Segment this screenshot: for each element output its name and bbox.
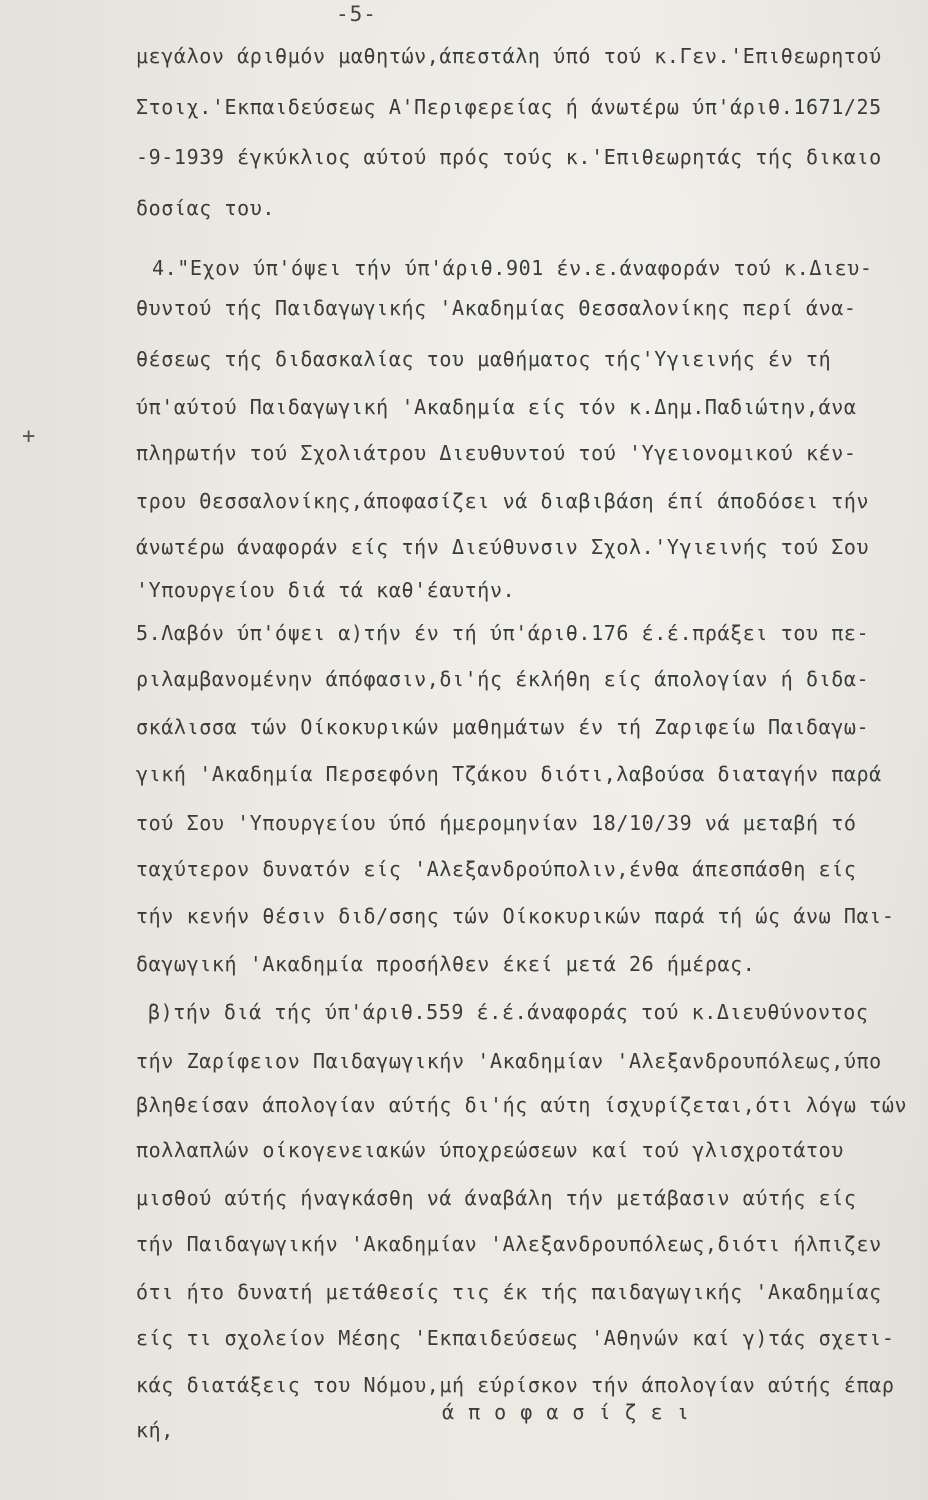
text-line: δαγωγική 'Ακαδημία προσήλθεν έκεί μετά 26 ήμέρας. [136, 952, 756, 976]
text-line: 5.Λαβόν ύπ'όψει α)τήν έν τή ύπ'άριθ.176 έ.έ.πράξει του πε- [136, 621, 870, 645]
text-line: κάς διατάξεις του Νόμου,μή εύρίσκον τήν άπολογίαν αύτής έπαρ [136, 1373, 895, 1397]
margin-mark: + [22, 424, 36, 449]
text-line: βληθείσαν άπολογίαν αύτής δι'ής αύτη ίσχυρίζεται,ότι λόγω τών [136, 1093, 908, 1117]
text-line: θέσεως τής διδασκαλίας του μαθήματος τής'Υγιεινής έν τή [136, 347, 832, 371]
text-line: ταχύτερον δυνατόν είς 'Αλεξανδρούπολιν,ένθα άπεσπάσθη είς [136, 857, 857, 881]
text-line: τρου Θεσσαλονίκης,άποφασίζει νά διαβιβάση έπί άποδόσει τήν [136, 489, 870, 513]
text-line: γική 'Ακαδημία Περσεφόνη Τζάκου διότι,λαβούσα διαταγήν παρά [136, 762, 882, 786]
text-line: τήν Ζαρίφειον Παιδαγωγικήν 'Ακαδημίαν 'Αλεξανδρουπόλεως,ύπο [136, 1049, 882, 1073]
text-line: άνωτέρω άναφοράν είς τήν Διεύθυνσιν Σχολ.'Υγιεινής τού Σου [136, 535, 870, 559]
text-line: πολλαπλών οίκογενειακών ύποχρεώσεων καί τού γλισχροτάτου [136, 1138, 844, 1162]
text-line: μισθού αύτής ήναγκάσθη νά άναβάλη τήν μετάβασιν αύτής είς [136, 1186, 857, 1210]
text-line: ριλαμβανομένην άπόφασιν,δι'ής έκλήθη είς άπολογίαν ή διδα- [136, 667, 870, 691]
text-line: β)τήν διά τής ύπ'άριθ.559 έ.έ.άναφοράς τού κ.Διευθύνοντος [148, 1000, 869, 1024]
text-line: Στοιχ.'Εκπαιδεύσεως Α'Περιφερείας ή άνωτέρω ύπ'άριθ.1671/25 [136, 95, 882, 119]
text-line: -9-1939 έγκύκλιος αύτού πρός τούς κ.'Επιθεωρητάς τής δικαιο [136, 145, 882, 169]
text-line: ότι ήτο δυνατή μετάθεσίς τις έκ τής παιδαγωγικής 'Ακαδημίας [136, 1280, 882, 1304]
text-line: πληρωτήν τού Σχολιάτρου Διευθυντού τού 'Υγειονομικού κέν- [136, 441, 857, 465]
page-number: -5- [336, 2, 377, 26]
text-line: 'Υπουργείου διά τά καθ'έαυτήν. [136, 578, 516, 602]
text-line: σκάλισσα τών Οίκοκυρικών μαθημάτων έν τή Ζαριφείω Παιδαγω- [136, 715, 870, 739]
text-line: μεγάλον άριθμόν μαθητών,άπεστάλη ύπό τού κ.Γεν.'Επιθεωρητού [136, 44, 882, 68]
text-line: θυντού τής Παιδαγωγικής 'Ακαδημίας Θεσσαλονίκης περί άνα- [136, 296, 857, 320]
text-line: τήν Παιδαγωγικήν 'Ακαδημίαν 'Αλεξανδρουπόλεως,διότι ήλπιζεν [136, 1232, 882, 1256]
text-line: τήν κενήν θέσιν διδ/σσης τών Οίκοκυρικών παρά τή ώς άνω Παι- [136, 904, 895, 928]
text-line: ύπ'αύτού Παιδαγωγική 'Ακαδημία είς τόν κ.Δημ.Παδιώτην,άνα [136, 395, 857, 419]
text-line: κή, [136, 1418, 174, 1442]
text-line: τού Σου 'Υπουργείου ύπό ήμερομηνίαν 18/10/39 νά μεταβή τό [136, 811, 857, 835]
text-line: 4."Εχον ύπ'όψει τήν ύπ'άριθ.901 έν.ε.άναφοράν τού κ.Διευ- [152, 256, 873, 280]
decision-heading: ά π ο φ α σ ί ζ ε ι [442, 1400, 690, 1424]
text-line: δοσίας του. [136, 196, 276, 220]
text-line: είς τι σχολείον Μέσης 'Εκπαιδεύσεως 'Αθηνών καί γ)τάς σχετι- [136, 1326, 895, 1350]
